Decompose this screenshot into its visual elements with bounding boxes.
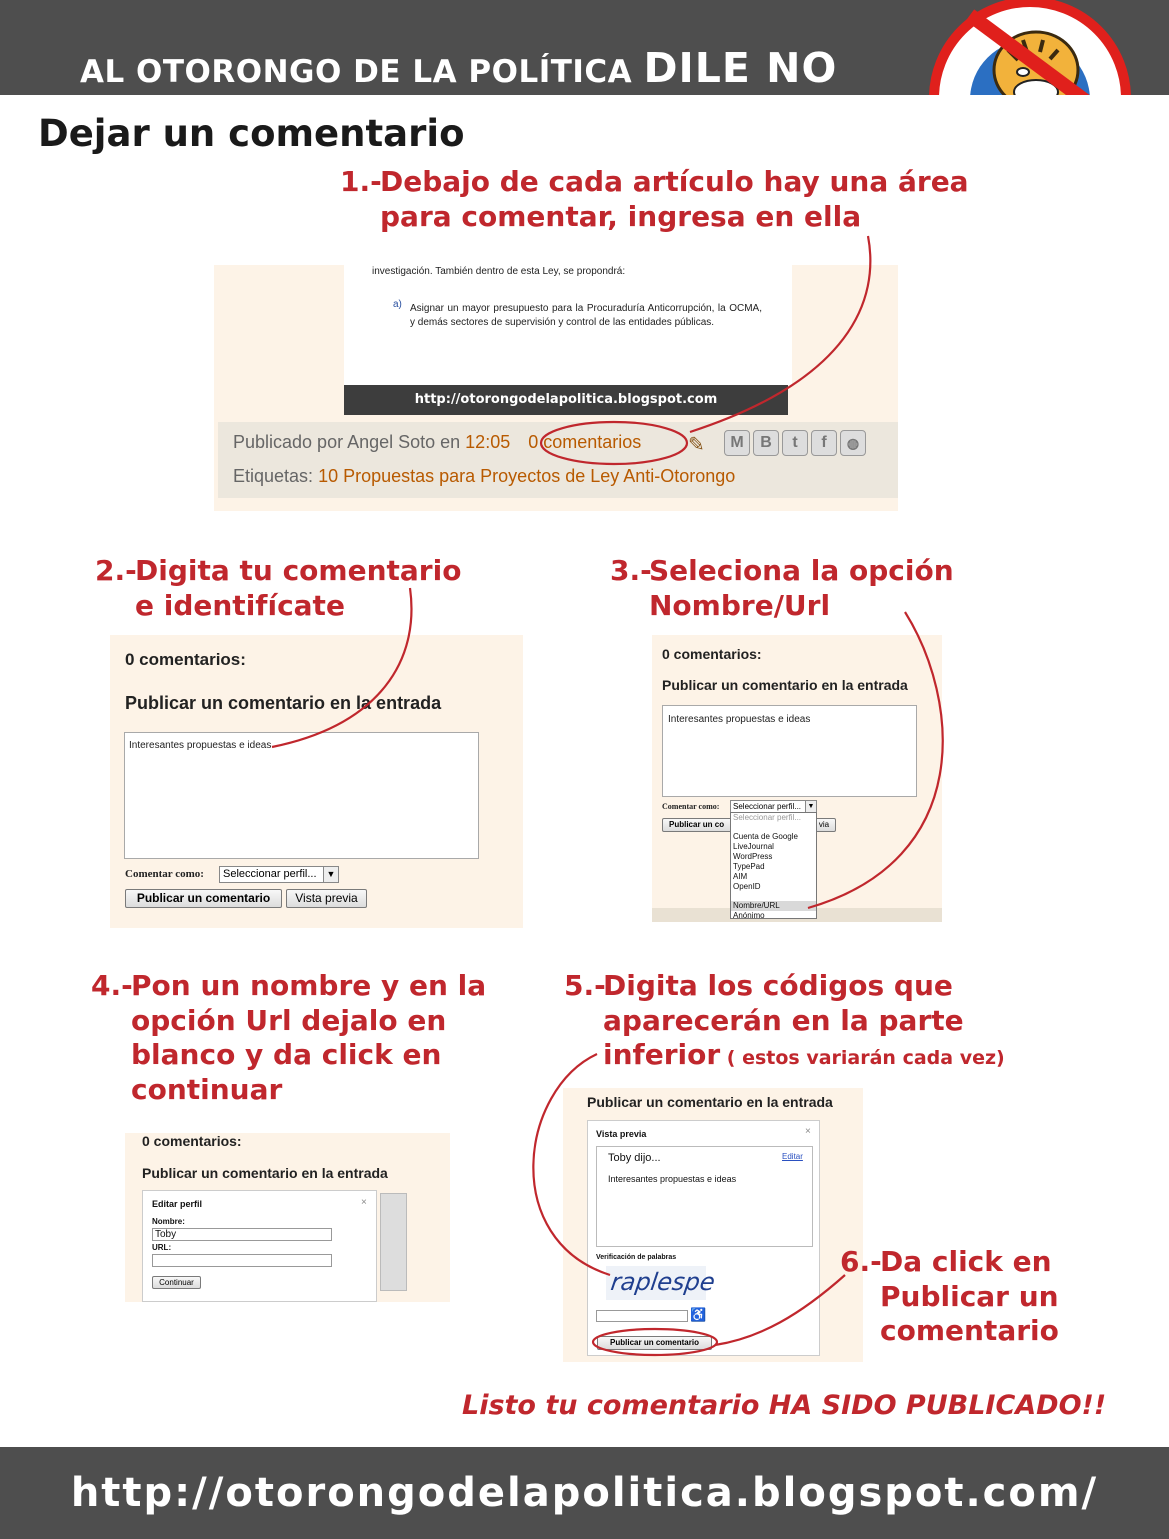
edit-profile-dialog <box>142 1190 377 1302</box>
step1-screenshot <box>214 265 898 511</box>
tags-line: Etiquetas: 10 Propuestas para Proyectos de Ley Anti-Otorongo <box>233 466 736 486</box>
comments-link[interactable]: 0 comentarios <box>528 432 642 452</box>
dropdown-option[interactable]: Anónimo <box>733 911 765 920</box>
captcha-image: raplespe <box>606 1266 706 1300</box>
list-marker: a) <box>393 299 402 310</box>
accessibility-icon[interactable]: ♿ <box>690 1307 707 1322</box>
commenter-name: Toby dijo... <box>608 1152 661 1164</box>
step4-screenshot <box>125 1133 450 1302</box>
buzz-icon[interactable]: ◍ <box>840 430 866 456</box>
edit-link[interactable]: Editar <box>782 1152 803 1161</box>
dropdown-option[interactable]: LiveJournal <box>733 842 774 851</box>
dropdown-option[interactable]: OpenID <box>733 882 761 891</box>
captcha-input[interactable] <box>596 1310 688 1322</box>
page-title: Dejar un comentario <box>38 112 465 155</box>
comment-as-label: Comentar como: <box>125 868 204 880</box>
name-label: Nombre: <box>152 1217 185 1226</box>
blogger-icon[interactable]: B <box>753 430 779 456</box>
dropdown-option[interactable]: WordPress <box>733 852 773 861</box>
tag-link[interactable]: 10 Propuestas para Proyectos de Ley Anti-Otorongo <box>318 466 736 486</box>
post-time-link[interactable]: 12:05 <box>465 432 511 452</box>
continue-button[interactable]: Continuar <box>152 1276 201 1289</box>
done-message: Listo tu comentario HA SIDO PUBLICADO!! <box>462 1390 1107 1421</box>
comment-preview-box <box>596 1146 813 1247</box>
post-comment-heading: Publicar un comentario en la entrada <box>662 677 908 693</box>
name-input[interactable]: Toby <box>152 1228 332 1241</box>
verification-label: Verificación de palabras <box>596 1254 677 1261</box>
pencil-icon[interactable]: ✎ <box>688 434 705 456</box>
preview-dialog <box>587 1120 820 1356</box>
comments-count: 0 comentarios: <box>125 650 246 669</box>
profile-dropdown-list <box>730 812 817 919</box>
publish-comment-button[interactable]: Publicar un comentario <box>125 889 282 908</box>
post-comment-heading: Publicar un comentario en la entrada <box>587 1094 833 1110</box>
header-title: AL OTORONGO DE LA POLÍTICA DILE NO <box>80 44 838 92</box>
close-icon[interactable]: × <box>805 1126 811 1137</box>
banner-url[interactable]: http://otorongodelapolitica.blogspot.com <box>344 385 788 415</box>
dropdown-option[interactable]: Cuenta de Google <box>733 832 798 841</box>
article-text: investigación. También dentro de esta Ley, se propondrá: <box>372 266 626 277</box>
dialog-title: Vista previa <box>596 1129 647 1139</box>
comments-count: 0 comentarios: <box>662 646 762 662</box>
comment-preview-text: Interesantes propuestas e ideas <box>608 1174 737 1184</box>
footer-url[interactable]: http://otorongodelapolitica.blogspot.com/ <box>70 1470 1099 1516</box>
facebook-icon[interactable]: f <box>811 430 837 456</box>
email-icon[interactable]: M <box>724 430 750 456</box>
published-line: Publicado por Angel Soto en 12:05 0 comentarios <box>233 432 642 452</box>
twitter-icon[interactable]: t <box>782 430 808 456</box>
step2-screenshot <box>110 635 523 928</box>
profile-select[interactable]: Seleccionar perfil... ▼ <box>219 866 339 883</box>
preview-button[interactable]: Vista previa <box>286 889 367 908</box>
close-icon[interactable]: × <box>361 1197 367 1208</box>
publish-comment-button[interactable]: Publicar un comentario <box>597 1336 712 1350</box>
comments-count: 0 comentarios: <box>142 1133 242 1149</box>
dropdown-option[interactable]: AIM <box>733 872 748 881</box>
step5-screenshot <box>563 1088 863 1362</box>
url-input[interactable] <box>152 1254 332 1267</box>
profile-select[interactable]: Seleccionar perfil... ▼ <box>730 800 817 813</box>
chevron-down-icon: ▼ <box>323 867 338 882</box>
comment-textarea[interactable]: Interesantes propuestas e ideas <box>124 732 479 859</box>
dropdown-option[interactable]: TypePad <box>733 862 765 871</box>
publish-comment-button[interactable]: Publicar un co <box>662 818 732 832</box>
article-body <box>344 265 792 385</box>
post-comment-heading: Publicar un comentario en la entrada <box>125 693 442 713</box>
preview-button[interactable]: via <box>812 818 836 832</box>
dropdown-option-selected[interactable]: Nombre/URL <box>731 901 816 911</box>
background-field <box>380 1193 407 1291</box>
comment-textarea[interactable]: Interesantes propuestas e ideas <box>662 705 917 797</box>
post-comment-heading: Publicar un comentario en la entrada <box>142 1165 388 1181</box>
crossed-out-tiger-icon <box>928 0 1133 95</box>
dialog-title: Editar perfil <box>152 1199 203 1209</box>
list-item: Asignar un mayor presupuesto para la Procuraduría Anticorrupción, la OCMA, y demás sectores de supervisión y control de las entidades públicas. <box>410 303 762 328</box>
dropdown-option[interactable]: Seleccionar perfil... <box>733 813 802 822</box>
post-footer <box>218 422 898 498</box>
comment-as-label: Comentar como: <box>662 802 720 811</box>
chevron-down-icon: ▼ <box>805 801 816 812</box>
step3-screenshot <box>652 635 942 922</box>
url-label: URL: <box>152 1243 172 1252</box>
